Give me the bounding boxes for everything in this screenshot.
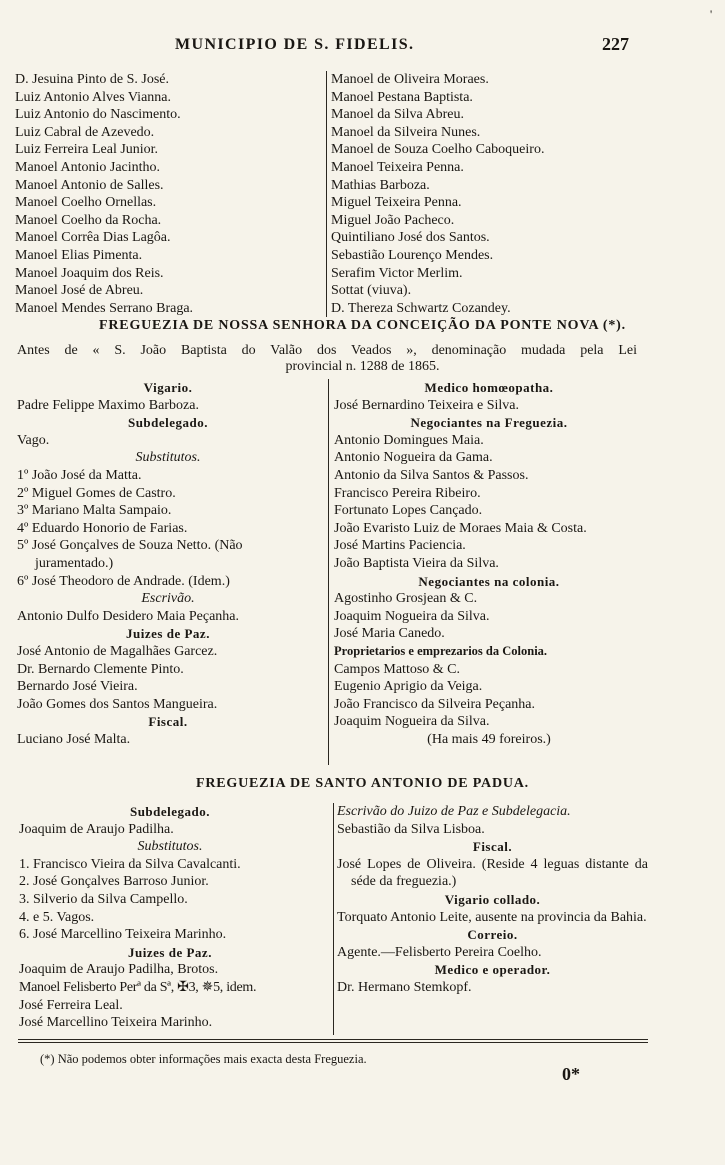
subdelegado-name: Joaquim de Araujo Padilha. (19, 821, 174, 837)
list-item: Manoel da Silva Abreu. (331, 107, 464, 123)
list-item: Luiz Cabral de Azevedo. (15, 124, 155, 140)
list-item: Dr. Bernardo Clemente Pinto. (17, 661, 184, 677)
section-title-conceicao: FREGUEZIA DE NOSSA SENHORA DA CONCEIÇÃO DA PONTE NOVA (*). (99, 318, 626, 333)
fiscal-heading: Fiscal. (472, 839, 513, 855)
list-item: 1º João José da Matta. (17, 467, 142, 483)
subdelegado-heading: Subdelegado. (129, 804, 211, 819)
column-divider (326, 71, 327, 317)
list-item: Manoel Antonio Jacintho. (15, 159, 161, 175)
footnote: (*) Não podemos obter informações mais exacta desta Freguezia. (40, 1052, 367, 1066)
list-item: 1. Francisco Vieira da Silva Cavalcanti. (19, 856, 241, 872)
list-item: 6º José Theodoro de Andrade. (Idem.) (17, 573, 230, 589)
list-item: Agostinho Grosjean & C. (334, 591, 478, 607)
medico-heading: Medico e operador. (434, 962, 551, 978)
page-mark: ' (710, 7, 713, 21)
fiscal-heading: Fiscal. (148, 714, 188, 730)
list-item: Quintiliano José dos Santos. (331, 230, 490, 246)
correio-agent: Agente.—Felisberto Pereira Coelho. (337, 944, 542, 960)
list-item: José Martins Paciencia. (334, 538, 466, 554)
top-list-right (331, 71, 641, 317)
list-item: João Francisco da Silveira Peçanha. (334, 696, 535, 712)
juizes-heading: Juizes de Paz. (128, 944, 212, 960)
column-divider (328, 379, 329, 765)
list-item: 5º José Gonçalves de Souza Netto. (Não juramentado.) (17, 538, 243, 571)
list-item: Antonio da Silva Santos & Passos. (334, 467, 529, 483)
list-item: Sottat (viuva). (331, 283, 412, 299)
conceicao-left-column (17, 379, 319, 748)
list-item: Manoel de Souza Coelho Caboqueiro. (331, 142, 545, 158)
correio-heading: Correio. (467, 927, 518, 943)
list-item: José Ferreira Leal. (19, 997, 123, 1013)
conceicao-right-column (334, 379, 644, 748)
section-title-padua: FREGUEZIA DE SANTO ANTONIO DE PADUA. (196, 776, 529, 791)
list-item: 4º Eduardo Honorio de Farias. (17, 520, 188, 536)
vigario-name: Torquato Antonio Leite, ausente na provincia da Bahia. (337, 909, 647, 925)
list-item: Bernardo José Vieira. (17, 679, 138, 695)
vigario-name: Padre Felippe Maximo Barboza. (17, 397, 199, 413)
subdelegado-name: Vago. (17, 432, 50, 448)
list-item: Manoel Pestana Baptista. (331, 89, 473, 105)
intro-line: provincial n. 1288 de 1865. (285, 359, 440, 374)
list-item: João Gomes dos Santos Mangueira. (17, 696, 218, 712)
list-item: 2. José Gonçalves Barroso Junior. (19, 874, 209, 890)
substitutos-heading: Substitutos. (137, 839, 203, 855)
list-item: Sebastião Lourenço Mendes. (331, 247, 494, 263)
list-item: D. Jesuina Pinto de S. José. (15, 72, 169, 87)
list-item: Joaquim Nogueira da Silva. (334, 608, 490, 624)
subdelegado-heading: Subdelegado. (127, 415, 209, 431)
list-item: Joaquim Nogueira da Silva. (334, 714, 490, 730)
list-item: João Evaristo Luiz de Moraes Maia & Costa. (334, 520, 587, 536)
fiscal-name: José Lopes de Oliveira. (Reside 4 leguas distante da séde da freguezia.) (337, 856, 648, 890)
footnote-rule (18, 1039, 648, 1040)
list-item: Campos Mattoso & C. (334, 661, 461, 677)
list-item: 3º Mariano Malta Sampaio. (17, 503, 172, 519)
list-item: (Ha mais 49 foreiros.) (427, 731, 551, 747)
medico-name: Dr. Hermano Stemkopf. (337, 979, 472, 995)
medico-heading: Medico homœopatha. (424, 380, 554, 395)
list-item: Eugenio Aprigio da Veiga. (334, 679, 483, 695)
list-item: Manoel Antonio de Salles. (15, 177, 164, 193)
list-item: Manoel Coelho da Rocha. (15, 212, 162, 228)
colonia-heading: Negociantes na colonia. (418, 573, 560, 589)
vigario-heading: Vigario. (143, 380, 193, 395)
list-item: 3. Silverio da Silva Campello. (19, 891, 188, 907)
substitutos-heading: Substitutos. (135, 450, 201, 466)
vigario-heading: Vigario collado. (444, 891, 541, 907)
list-item: Manoel José de Abreu. (15, 283, 144, 299)
escrivao-heading: Escrivão. (141, 591, 195, 607)
list-item: Antonio Domingues Maia. (334, 432, 484, 448)
list-item: Manoel da Silveira Nunes. (331, 124, 481, 140)
negociantes-heading: Negociantes na Freguezia. (410, 415, 568, 431)
list-item: Antonio Nogueira da Gama. (334, 450, 493, 466)
list-item: Serafim Victor Merlim. (331, 265, 463, 281)
list-item: Manoel Felisberto Perª da Sª, ✠3, ✵5, idem. (19, 979, 257, 995)
proprietarios-heading: Proprietarios e emprezarios da Colonia. (334, 643, 548, 658)
list-item: Luiz Antonio do Nascimento. (15, 107, 181, 123)
juizes-heading: Juizes de Paz. (126, 626, 210, 642)
list-item: 6. José Marcellino Teixeira Marinho. (19, 927, 227, 943)
padua-right-column (337, 803, 648, 997)
list-item: Manoel Teixeira Penna. (331, 159, 464, 175)
list-item: José Antonio de Magalhães Garcez. (17, 643, 218, 659)
list-item: D. Thereza Schwartz Cozandey. (331, 300, 511, 316)
list-item: Manoel Mendes Serrano Braga. (15, 300, 194, 316)
fiscal-name: Luciano José Malta. (17, 731, 131, 747)
escrivao-name: Antonio Dulfo Desidero Maia Peçanha. (17, 608, 239, 624)
list-item: João Baptista Vieira da Silva. (334, 555, 499, 571)
list-item: Manoel Joaquim dos Reis. (15, 265, 164, 281)
padua-left-column (19, 803, 321, 1032)
list-item: Luiz Ferreira Leal Junior. (15, 142, 159, 158)
list-item: José Marcellino Teixeira Marinho. (19, 1015, 213, 1031)
list-item: Francisco Pereira Ribeiro. (334, 485, 481, 501)
list-item: Manoel de Oliveira Moraes. (331, 72, 489, 87)
signature-mark: 0* (562, 1064, 580, 1084)
top-list-left (15, 71, 320, 317)
list-item: 2º Miguel Gomes de Castro. (17, 485, 176, 501)
list-item: 4. e 5. Vagos. (19, 909, 95, 925)
escrivao-name: Sebastião da Silva Lisboa. (337, 821, 485, 837)
footnote-rule (18, 1042, 648, 1043)
list-item: Fortunato Lopes Cançado. (334, 503, 483, 519)
list-item: Luiz Antonio Alves Vianna. (15, 89, 171, 105)
list-item: Manoel Corrêa Dias Lagôa. (15, 230, 171, 246)
list-item: Manoel Coelho Ornellas. (15, 195, 157, 211)
escrivao-heading: Escrivão do Juizo de Paz e Subdelegacia. (337, 804, 571, 819)
intro-line: Antes de « S. João Baptista do Valão dos Veados », denominação mudada pela Lei (17, 343, 637, 358)
medico-name: José Bernardino Teixeira e Silva. (334, 397, 519, 413)
list-item: José Maria Canedo. (334, 626, 445, 642)
column-divider (333, 803, 334, 1035)
running-title: MUNICIPIO DE S. FIDELIS. (175, 36, 415, 53)
page-number: 227 (602, 34, 629, 54)
list-item: Miguel Teixeira Penna. (331, 195, 462, 211)
list-item: Manoel Elias Pimenta. (15, 247, 143, 263)
list-item: Miguel João Pacheco. (331, 212, 455, 228)
list-item: Mathias Barboza. (331, 177, 430, 193)
list-item: Joaquim de Araujo Padilha, Brotos. (19, 962, 219, 978)
